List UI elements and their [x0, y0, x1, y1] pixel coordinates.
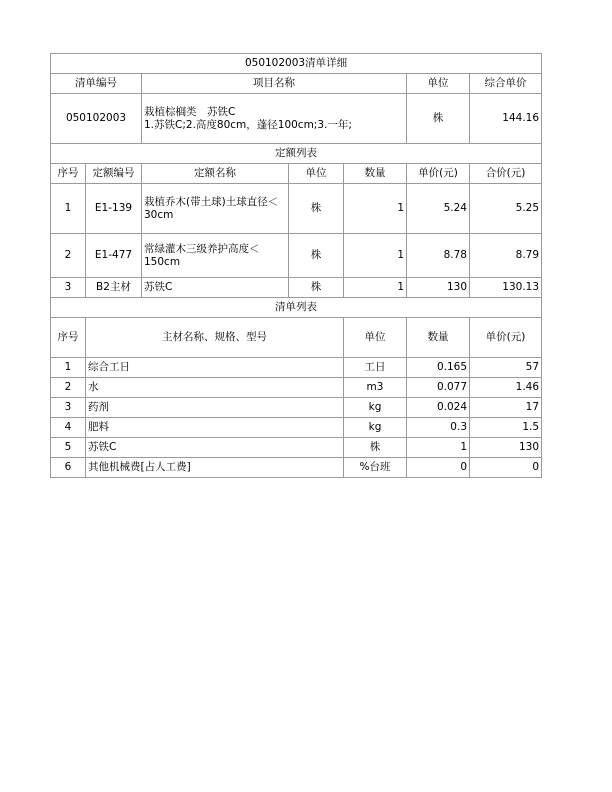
material-name: 苏铁C	[86, 438, 344, 458]
quota-name: 栽植乔木(带土球)土球直径＜30cm	[142, 184, 289, 234]
material-price: 57	[470, 358, 542, 378]
quota-seq: 3	[51, 278, 86, 298]
material-qty: 0	[407, 458, 470, 478]
material-seq: 6	[51, 458, 86, 478]
item-price-header: 综合单价	[470, 74, 542, 94]
quota-code: E1-477	[86, 234, 142, 278]
material-unit: 工日	[344, 358, 407, 378]
quota-price: 130	[407, 278, 470, 298]
material-price: 0	[470, 458, 542, 478]
material-unit-header: 单位	[344, 318, 407, 358]
material-row	[51, 458, 542, 478]
quota-name: 常绿灌木三级养护高度＜150cm	[142, 234, 289, 278]
title-row	[51, 54, 542, 74]
material-seq: 4	[51, 418, 86, 438]
item-name	[142, 94, 407, 144]
quota-total-header: 合价(元)	[470, 164, 542, 184]
quota-unit: 株	[289, 278, 344, 298]
item-name-header: 项目名称	[142, 74, 407, 94]
item-name-line2: 1.苏铁C;2.高度80cm，蓬径100cm;3.一年;	[144, 118, 352, 131]
material-unit: m3	[344, 378, 407, 398]
material-row	[51, 398, 542, 418]
quota-code-header: 定额编号	[86, 164, 142, 184]
quota-price: 5.24	[407, 184, 470, 234]
quota-total: 5.25	[470, 184, 542, 234]
material-header-row	[51, 318, 542, 358]
quota-row	[51, 184, 542, 234]
material-section-title: 清单列表	[51, 298, 542, 318]
quota-price-header: 单价(元)	[407, 164, 470, 184]
quota-total: 8.79	[470, 234, 542, 278]
material-seq: 3	[51, 398, 86, 418]
quota-unit: 株	[289, 184, 344, 234]
material-seq: 1	[51, 358, 86, 378]
material-unit: %台班	[344, 458, 407, 478]
quota-seq: 2	[51, 234, 86, 278]
item-code: 050102003	[51, 94, 142, 144]
material-qty: 0.024	[407, 398, 470, 418]
quota-unit-header: 单位	[289, 164, 344, 184]
item-price: 144.16	[470, 94, 542, 144]
material-row	[51, 378, 542, 398]
bill-detail-table	[50, 53, 542, 478]
material-seq: 2	[51, 378, 86, 398]
quota-qty: 1	[344, 184, 407, 234]
item-code-header: 清单编号	[51, 74, 142, 94]
quota-section-row	[51, 144, 542, 164]
item-name-line1: 栽植棕榈类 苏铁C	[144, 105, 236, 118]
material-unit: kg	[344, 398, 407, 418]
material-unit: 株	[344, 438, 407, 458]
material-unit: kg	[344, 418, 407, 438]
quota-price: 8.78	[407, 234, 470, 278]
quota-qty: 1	[344, 278, 407, 298]
quota-seq: 1	[51, 184, 86, 234]
item-unit-header: 单位	[407, 74, 470, 94]
material-row	[51, 358, 542, 378]
quota-unit: 株	[289, 234, 344, 278]
material-price: 1.5	[470, 418, 542, 438]
material-rows	[51, 358, 542, 478]
quota-row	[51, 234, 542, 278]
material-seq-header: 序号	[51, 318, 86, 358]
material-qty: 0.165	[407, 358, 470, 378]
table-title: 050102003清单详细	[51, 54, 542, 74]
material-row	[51, 418, 542, 438]
material-qty-header: 数量	[407, 318, 470, 358]
material-seq: 5	[51, 438, 86, 458]
material-qty: 1	[407, 438, 470, 458]
material-section-row	[51, 298, 542, 318]
material-qty: 0.3	[407, 418, 470, 438]
material-price-header: 单价(元)	[470, 318, 542, 358]
quota-section-title: 定额列表	[51, 144, 542, 164]
material-price: 130	[470, 438, 542, 458]
quota-qty: 1	[344, 234, 407, 278]
quota-total: 130.13	[470, 278, 542, 298]
quota-qty-header: 数量	[344, 164, 407, 184]
item-header-row	[51, 74, 542, 94]
material-name: 其他机械费[占人工费]	[86, 458, 344, 478]
quota-code: E1-139	[86, 184, 142, 234]
material-row	[51, 438, 542, 458]
quota-name-header: 定额名称	[142, 164, 289, 184]
quota-header-row	[51, 164, 542, 184]
quota-code: B2主材	[86, 278, 142, 298]
material-name: 肥料	[86, 418, 344, 438]
material-name-header: 主材名称、规格、型号	[86, 318, 344, 358]
quota-row	[51, 278, 542, 298]
material-qty: 0.077	[407, 378, 470, 398]
material-price: 1.46	[470, 378, 542, 398]
quota-name: 苏铁C	[142, 278, 289, 298]
material-name: 综合工日	[86, 358, 344, 378]
material-name: 药剂	[86, 398, 344, 418]
item-unit: 株	[407, 94, 470, 144]
material-price: 17	[470, 398, 542, 418]
item-row	[51, 94, 542, 144]
quota-seq-header: 序号	[51, 164, 86, 184]
material-name: 水	[86, 378, 344, 398]
